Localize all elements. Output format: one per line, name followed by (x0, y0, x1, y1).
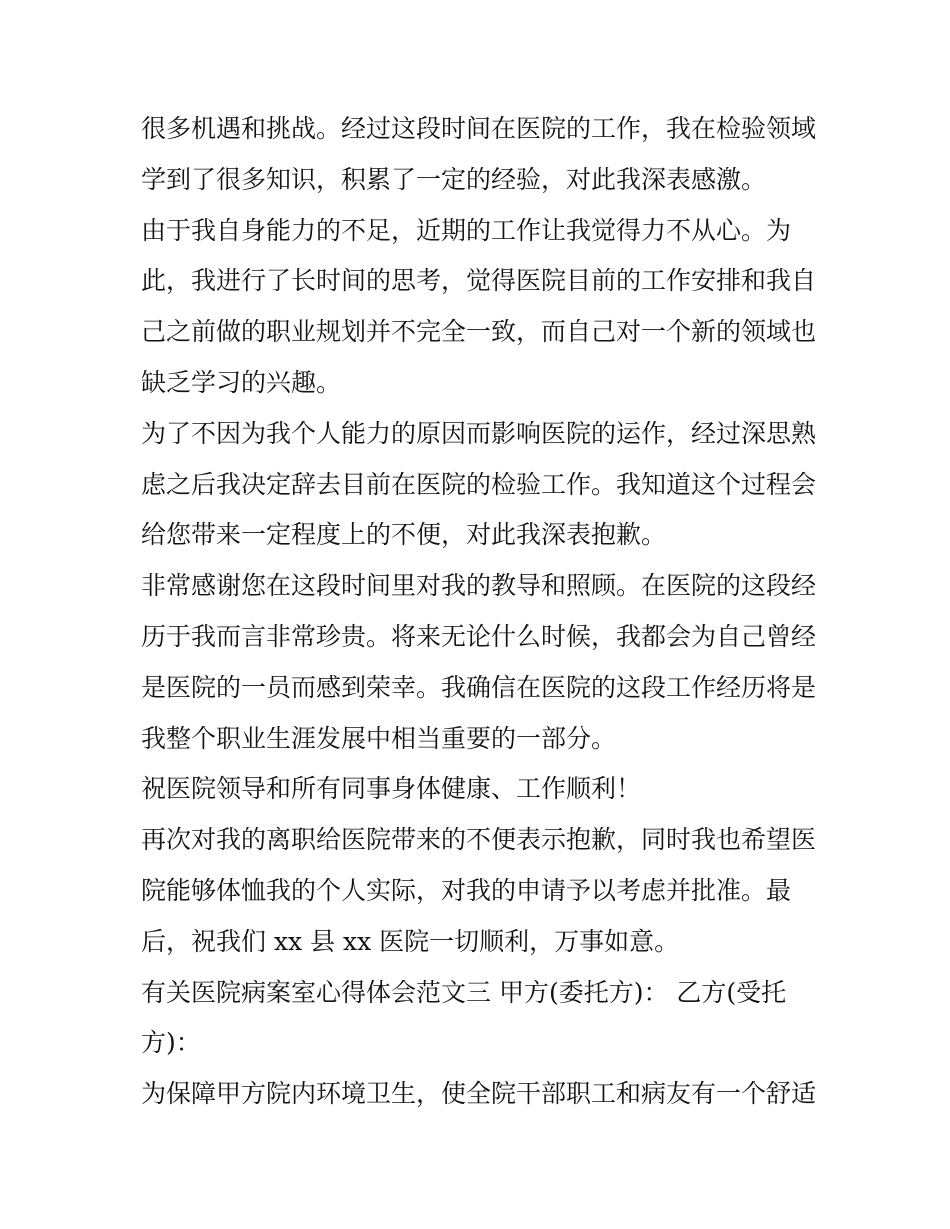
text-line: 再次对我的离职给医院带来的不便表示抱歉，同时我也希望医 (141, 825, 817, 855)
text-line: 很多机遇和挑战。经过这段时间在医院的工作，我在检验领域 (141, 114, 817, 143)
text-line: 缺乏学习的兴趣。 (141, 367, 342, 397)
text-line: 后，祝我们 xx 县 xx 医院一切顺利，万事如意。 (141, 926, 680, 956)
text-line: 虑之后我决定辞去目前在医院的检验工作。我知道这个过程会 (141, 469, 817, 499)
text-line: 祝医院领导和所有同事身体健康、工作顺利！ (141, 774, 642, 804)
text-line: 学到了很多知识，积累了一定的经验，对此我深表感激。 (141, 164, 767, 194)
document-body (141, 104, 821, 1120)
section-heading-line: 有关医院病案室心得体会范文三 甲方(委托方)： 乙方(受托 (141, 977, 787, 1007)
text-line: 为了不因为我个人能力的原因而影响医院的运作，经过深思熟 (141, 418, 817, 448)
text-line: 是医院的一员而感到荣幸。我确信在医院的这段工作经历将是 (141, 672, 817, 702)
text-line: 己之前做的职业规划并不完全一致，而自己对一个新的领域也 (141, 317, 817, 347)
text-line: 此，我进行了长时间的思考，觉得医院目前的工作安排和我自 (141, 266, 817, 296)
text-line: 方)： (141, 1028, 201, 1058)
text-line: 我整个职业生涯发展中相当重要的一部分。 (141, 723, 617, 753)
text-line: 历于我而言非常珍贵。将来无论什么时候，我都会为自己曾经 (141, 621, 817, 651)
text-line: 给您带来一定程度上的不便，对此我深表抱歉。 (141, 520, 667, 550)
text-line: 非常感谢您在这段时间里对我的教导和照顾。在医院的这段经 (141, 571, 817, 601)
text-line: 为保障甲方院内环境卫生，使全院干部职工和病友有一个舒适 (141, 1079, 817, 1109)
text-line: 院能够体恤我的个人实际，对我的申请予以考虑并批准。最 (141, 875, 792, 905)
text-line: 由于我自身能力的不足，近期的工作让我觉得力不从心。为 (141, 215, 792, 245)
